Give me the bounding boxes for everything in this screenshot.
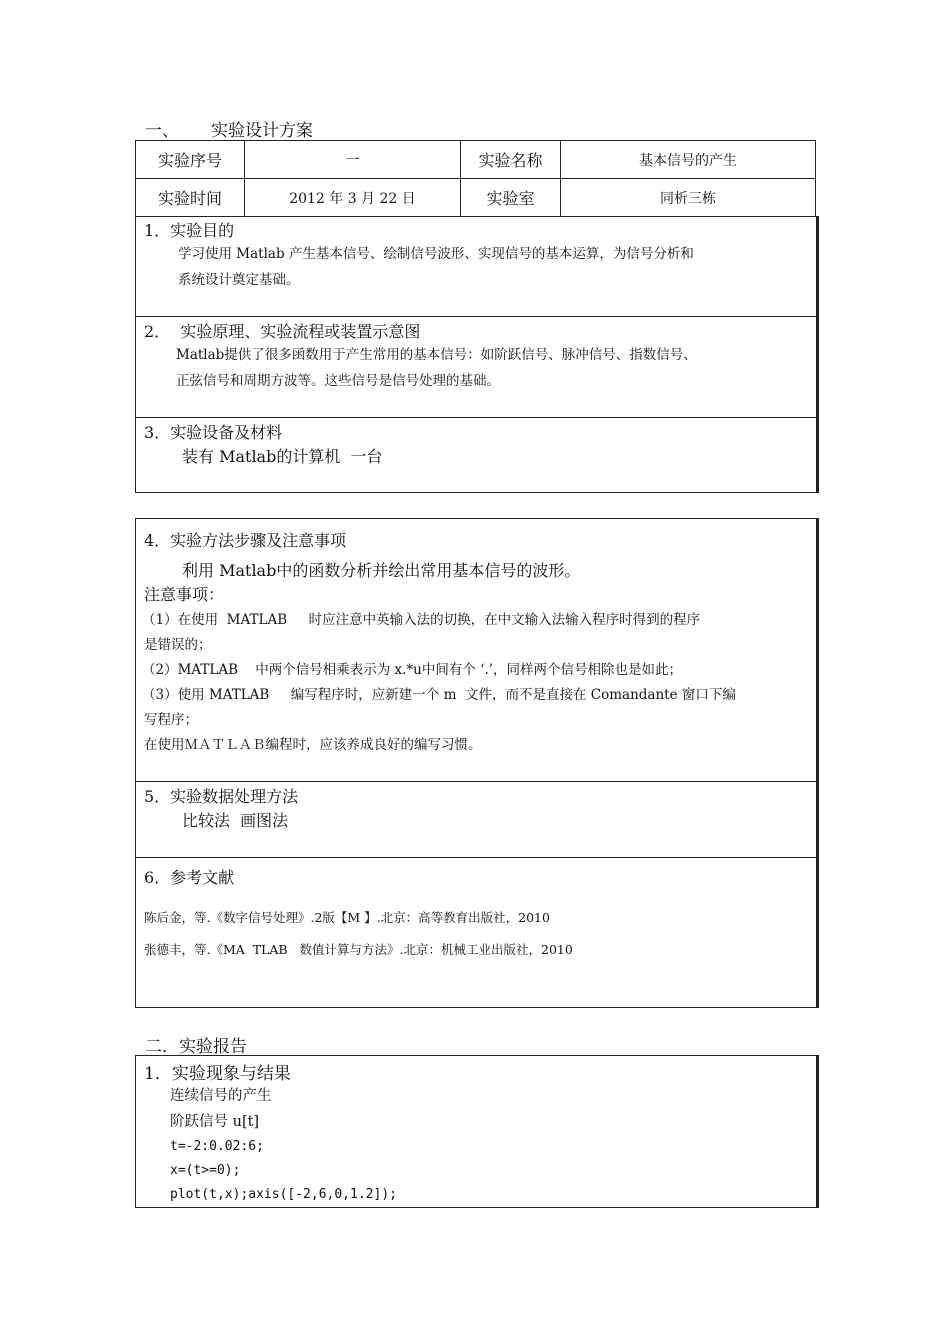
data-method-heading: 5．实验数据处理方法 bbox=[144, 787, 299, 806]
results-box bbox=[135, 1055, 817, 1208]
note-3a: （3）使用 MATLAB 编写程序时，应新建一个 m 文件，而不是直接在 Comandante 窗口下编 bbox=[142, 687, 736, 703]
section1-title: 实验设计方案 bbox=[211, 121, 313, 141]
label-lab: 实验室 bbox=[461, 179, 561, 217]
data-method-line-1: 比较法 画图法 bbox=[182, 811, 289, 830]
section2-title: 二．实验报告 bbox=[145, 1037, 247, 1057]
results-line-2: 阶跃信号 u[t] bbox=[170, 1114, 260, 1130]
method-section bbox=[136, 519, 816, 782]
principle-line-1: Matlab提供了很多函数用于产生常用的基本信号：如阶跃信号、脉冲信号、指数信号、 bbox=[176, 347, 697, 363]
references-section bbox=[136, 858, 816, 1008]
value-experiment-time: 2012 年 3 月 22 日 bbox=[245, 179, 461, 217]
principle-section bbox=[136, 317, 816, 418]
value-experiment-number: 一 bbox=[245, 141, 461, 179]
note-1a: （1）在使用 MATLAB 时应注意中英输入法的切换，在中文输入法输入程序时得到的程序 bbox=[142, 612, 701, 628]
results-line-1: 连续信号的产生 bbox=[170, 1088, 272, 1104]
results-heading: 1．实验现象与结果 bbox=[144, 1064, 291, 1084]
reference-2: 张德丰，等.《MA TLAB 数值计算与方法》.北京：机械工业出版社，2010 bbox=[144, 942, 573, 957]
code-line-3: plot(t,x);axis([-2,6,0,1.2]); bbox=[170, 1187, 397, 1202]
data-method-section bbox=[136, 782, 816, 858]
purpose-heading: 1．实验目的 bbox=[144, 221, 235, 240]
method-heading: 4．实验方法步骤及注意事项 bbox=[144, 531, 347, 550]
code-line-2: x=(t>=0); bbox=[170, 1163, 241, 1178]
note-4: 在使用ＭＡＴＬＡＢ编程时，应该养成良好的编写习惯。 bbox=[144, 737, 482, 753]
notes-title: 注意事项： bbox=[144, 585, 225, 604]
design-box-lower bbox=[135, 518, 817, 1008]
note-1b: 是错误的； bbox=[144, 637, 212, 653]
info-table bbox=[135, 140, 816, 217]
reference-1: 陈后金，等.《数字信号处理》.2版【M 】.北京：高等教育出版社，2010 bbox=[144, 910, 550, 925]
note-3b: 写程序； bbox=[144, 712, 198, 728]
equipment-heading: 3．实验设备及材料 bbox=[144, 423, 283, 442]
code-line-1: t=-2:0.02:6; bbox=[170, 1139, 264, 1154]
purpose-section bbox=[136, 216, 816, 317]
label-experiment-time: 实验时间 bbox=[136, 179, 245, 217]
principle-heading: 2． 实验原理、实验流程或装置示意图 bbox=[144, 322, 421, 341]
references-heading: 6．参考文献 bbox=[144, 868, 235, 887]
value-experiment-name: 基本信号的产生 bbox=[561, 141, 816, 179]
method-line-1: 利用 Matlab中的函数分析并绘出常用基本信号的波形。 bbox=[182, 561, 581, 580]
equipment-line-1: 装有 Matlab的计算机 一台 bbox=[182, 447, 383, 466]
note-2: （2）MATLAB 中两个信号相乘表示为 x.*u中间有个 ‘.’，同样两个信号相除也是如此； bbox=[142, 662, 683, 678]
equipment-section bbox=[136, 418, 816, 492]
value-lab: 同析三栋 bbox=[561, 179, 816, 217]
purpose-line-2: 系统设计奠定基础。 bbox=[178, 272, 300, 288]
section1-number: 一、 bbox=[145, 121, 179, 141]
principle-line-2: 正弦信号和周期方波等。这些信号是信号处理的基础。 bbox=[176, 373, 500, 389]
label-experiment-name: 实验名称 bbox=[461, 141, 561, 179]
design-box-upper bbox=[135, 216, 817, 493]
purpose-line-1: 学习使用 Matlab 产生基本信号、绘制信号波形、实现信号的基本运算，为信号分析和 bbox=[178, 246, 694, 262]
label-experiment-number: 实验序号 bbox=[136, 141, 245, 179]
